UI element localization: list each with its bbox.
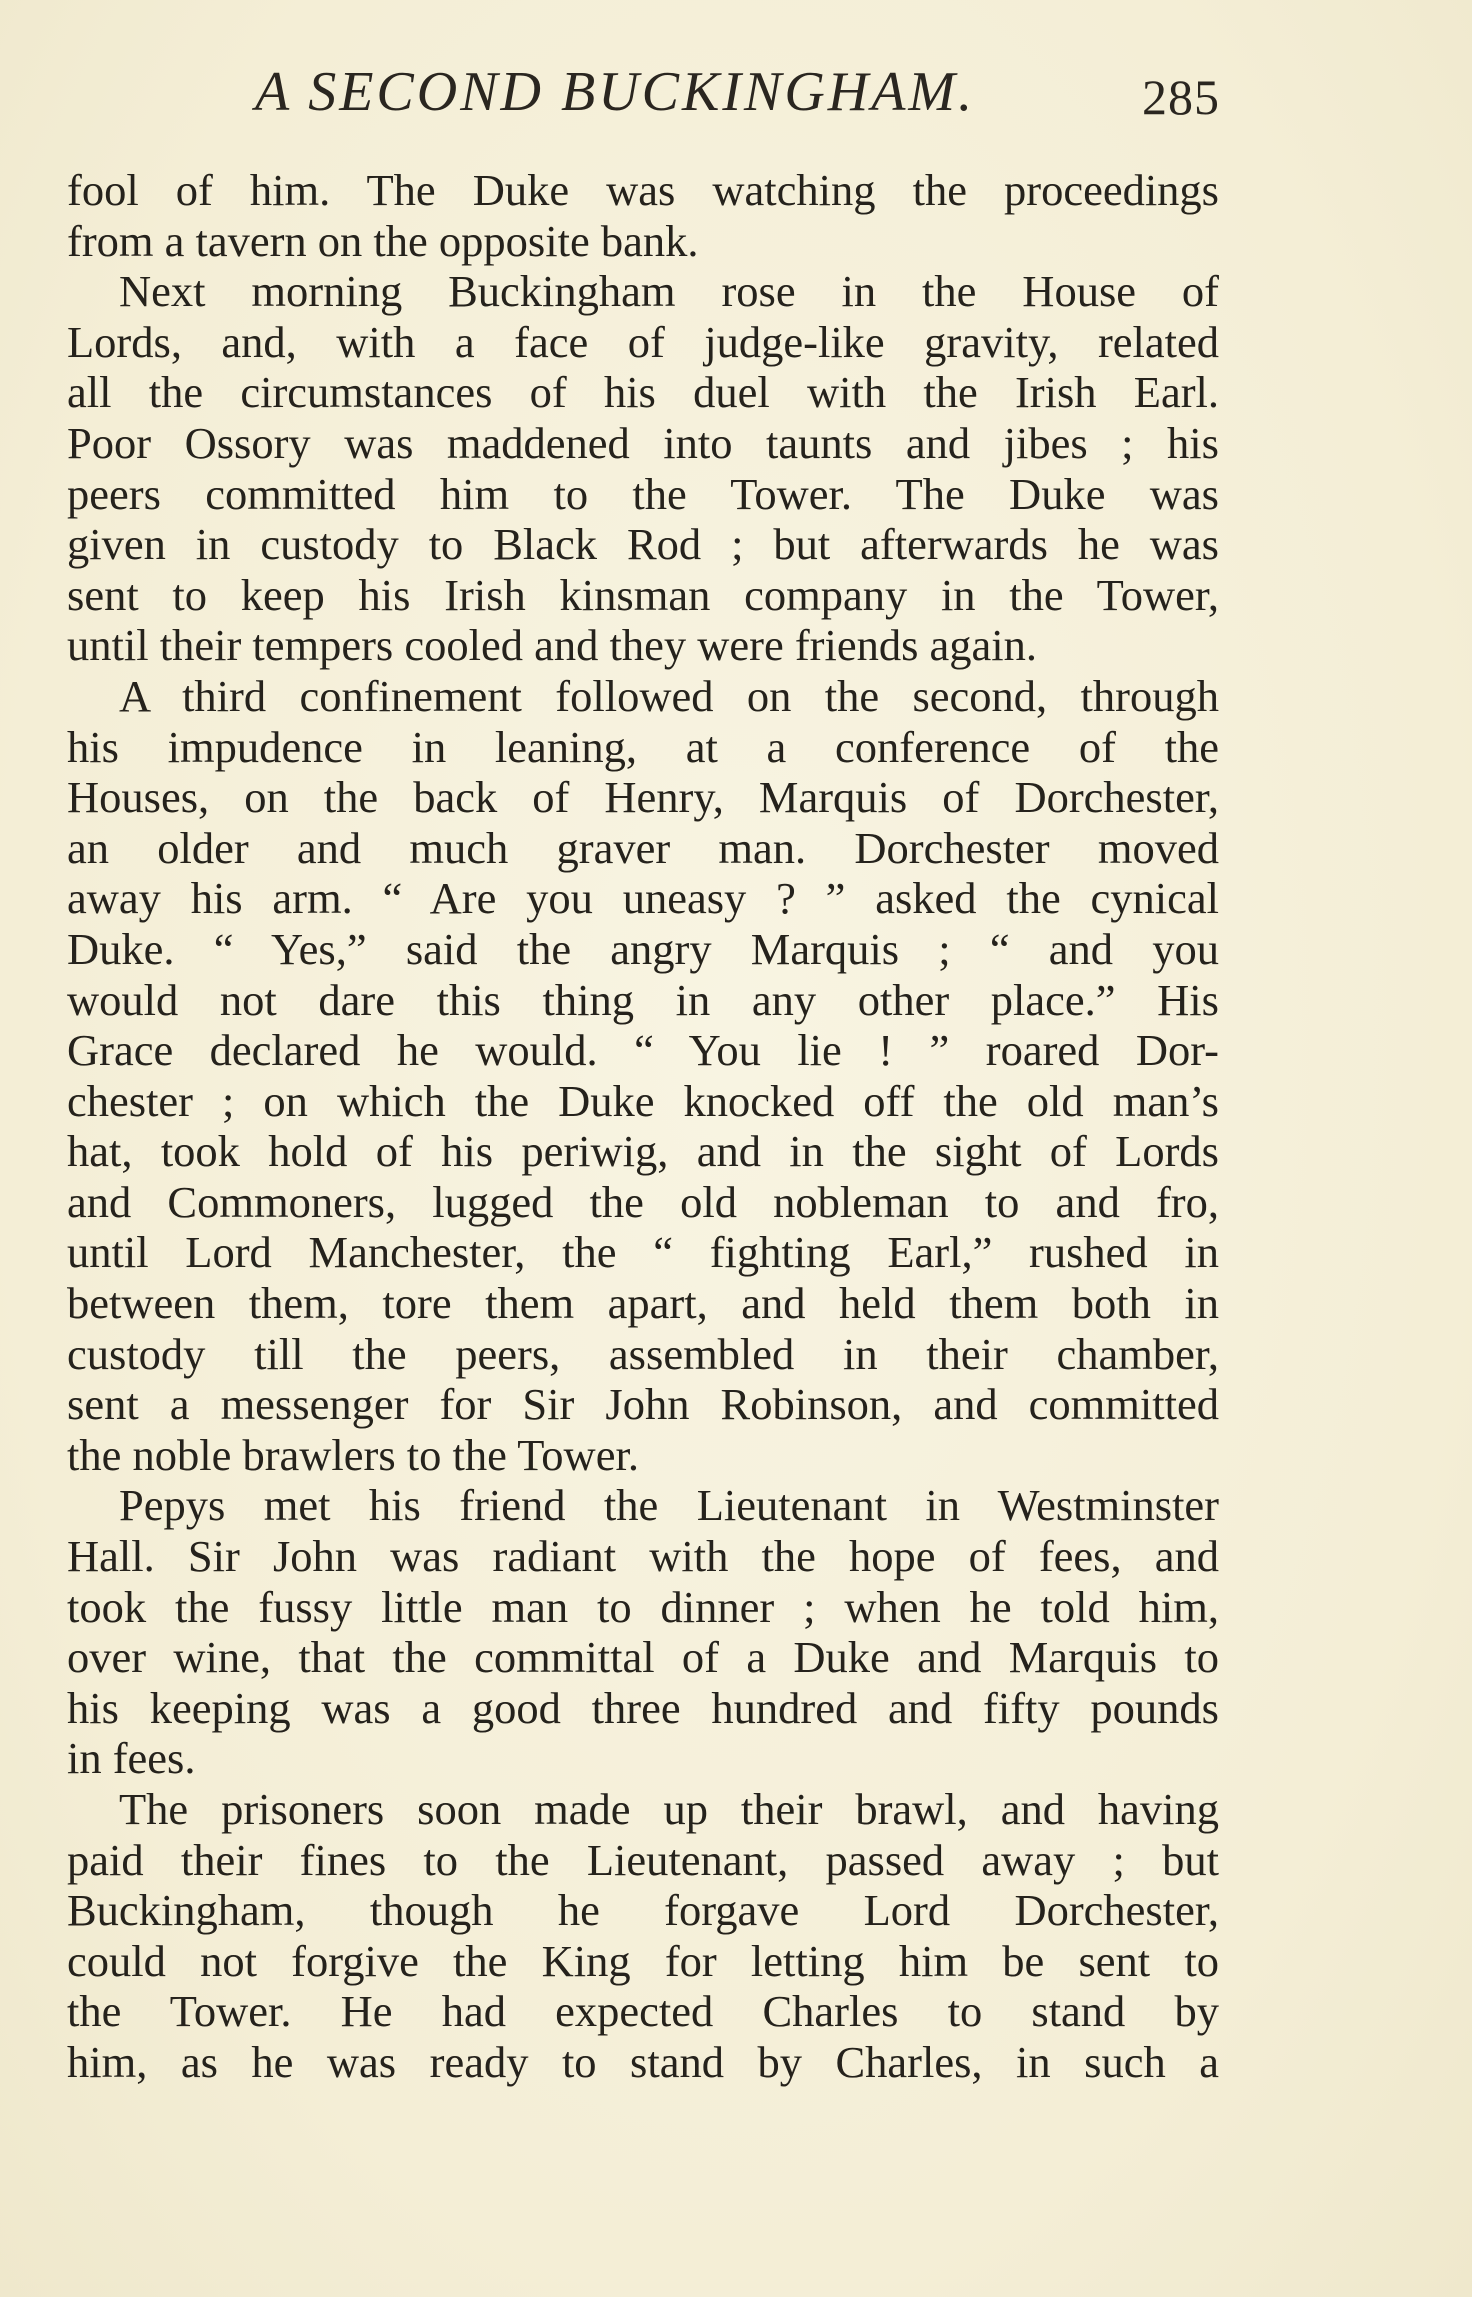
text-line: Buckingham, though he forgave Lord Dorchester, (67, 1885, 1219, 1936)
text-line: took the fussy little man to dinner ; when he told him, (67, 1581, 1219, 1632)
text-line: peers committed him to the Tower. The Duke was (67, 468, 1219, 519)
text-line: Houses, on the back of Henry, Marquis of Dorchester, (67, 772, 1219, 823)
text-line: custody till the peers, assembled in their chamber, (67, 1328, 1219, 1379)
text-line: Grace declared he would. “ You lie ! ” roared Dor- (67, 1025, 1219, 1076)
text-line: Pepys met his friend the Lieutenant in Westminster (119, 1480, 1219, 1531)
text-line: until their tempers cooled and they were friends again. (67, 620, 1038, 671)
text-line: the Tower. He had expected Charles to stand by (67, 1986, 1219, 2037)
text-line: the noble brawlers to the Tower. (67, 1429, 639, 1480)
text-line: Lords, and, with a face of judge-like gravity, related (67, 316, 1219, 367)
text-line: hat, took hold of his periwig, and in the sight of Lords (67, 1126, 1219, 1177)
text-line: him, as he was ready to stand by Charles, in such a (67, 2036, 1219, 2087)
text-line: his keeping was a good three hundred and fifty pounds (67, 1682, 1219, 1733)
text-line: Duke. “ Yes,” said the angry Marquis ; “ and you (67, 923, 1219, 974)
text-line: sent a messenger for Sir John Robinson, and committed (67, 1379, 1219, 1430)
text-line: all the circumstances of his duel with the Irish Earl. (67, 367, 1219, 418)
body-text (67, 165, 1219, 2088)
page-number: 285 (1142, 69, 1220, 125)
text-line: would not dare this thing in any other place.” His (67, 974, 1219, 1025)
text-line: from a tavern on the opposite bank. (67, 215, 699, 266)
text-line: his impudence in leaning, at a conference of the (67, 721, 1219, 772)
page-header (70, 60, 1220, 130)
text-line: in fees. (67, 1733, 196, 1784)
text-line: could not forgive the King for letting him be sent to (67, 1935, 1219, 1986)
text-line: and Commoners, lugged the old nobleman to and fro, (67, 1176, 1219, 1227)
text-line: Next morning Buckingham rose in the House of (119, 266, 1219, 317)
text-line: between them, tore them apart, and held them both in (67, 1278, 1219, 1329)
text-line: away his arm. “ Are you uneasy ? ” asked the cynical (67, 873, 1219, 924)
text-line: given in custody to Black Rod ; but afterwards he was (67, 519, 1219, 570)
text-line: sent to keep his Irish kinsman company in the Tower, (67, 569, 1219, 620)
text-line: A third confinement followed on the second, through (119, 670, 1219, 721)
text-line: Poor Ossory was maddened into taunts and jibes ; his (67, 417, 1219, 468)
text-line: Hall. Sir John was radiant with the hope of fees, and (67, 1531, 1219, 1582)
text-line: an older and much graver man. Dorchester moved (67, 822, 1219, 873)
running-title: A SECOND BUCKINGHAM. (255, 61, 976, 123)
text-line: fool of him. The Duke was watching the proceedings (67, 165, 1219, 215)
text-line: The prisoners soon made up their brawl, and having (119, 1784, 1219, 1834)
text-line: over wine, that the committal of a Duke and Marquis to (67, 1632, 1219, 1683)
text-line: until Lord Manchester, the “ fighting Earl,” rushed in (67, 1227, 1219, 1278)
text-line: chester ; on which the Duke knocked off the old man’s (67, 1075, 1219, 1126)
text-line: paid their fines to the Lieutenant, passed away ; but (67, 1834, 1219, 1885)
